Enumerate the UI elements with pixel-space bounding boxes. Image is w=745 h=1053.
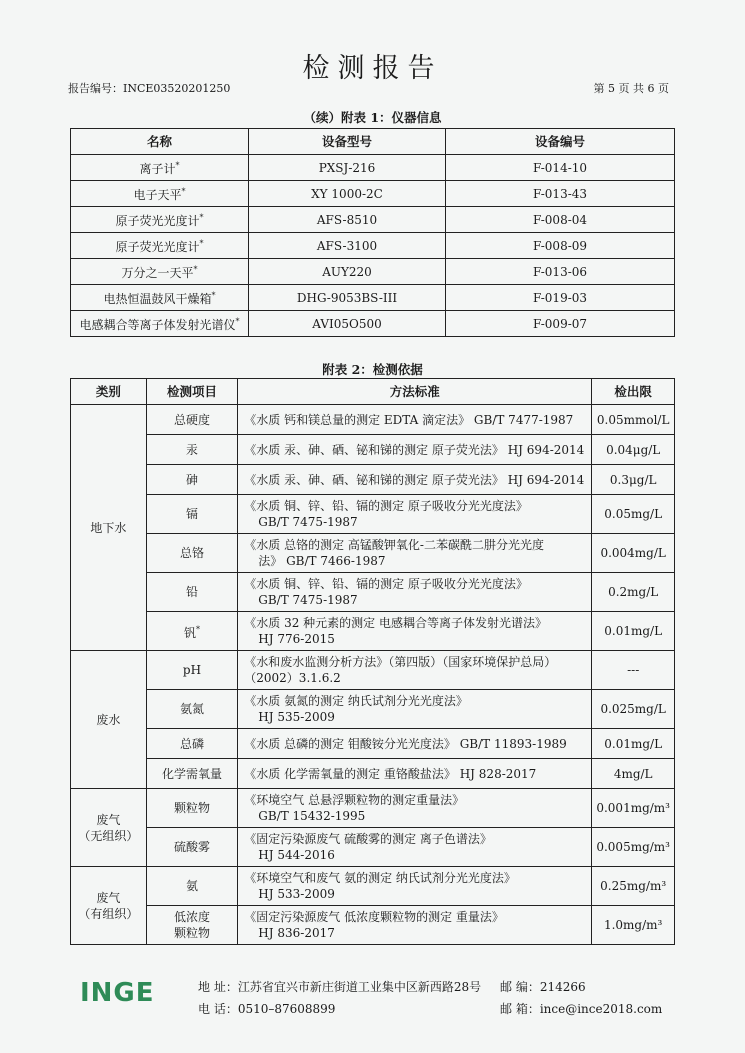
instrument-code: F-008-04 [446,207,675,233]
table-row [71,495,675,534]
method-cell: 《水质 32 种元素的测定 电感耦合等离子体发射光谱法》 HJ 776-2015 [238,612,592,651]
table-row [71,259,675,285]
table-row [71,789,675,828]
item-cell: 颗粒物 [146,789,238,828]
method-cell: 《固定污染源废气 硫酸雾的测定 离子色谱法》 HJ 544-2016 [238,828,592,867]
instrument-code: F-019-03 [446,285,675,311]
table-row [71,435,675,465]
instrument-model: AFS-8510 [249,207,446,233]
category-cell: 地下水 [71,405,147,651]
instrument-model: AFS-3100 [249,233,446,259]
limit-cell: --- [592,651,675,690]
footer-address: 地 址：江苏省宜兴市新庄街道工业集中区新西路28号 [198,980,482,994]
method-cell: 《水质 总铬的测定 高锰酸钾氧化-二苯碳酰二肼分光光度 法》 GB/T 7466-1987 [238,534,592,573]
instrument-code: F-009-07 [446,311,675,337]
column-header: 设备型号 [249,129,446,155]
limit-cell: 1.0mg/m³ [592,906,675,945]
table-row [71,233,675,259]
item-cell: 汞 [146,435,238,465]
page-footer [70,974,675,1024]
column-header: 类别 [71,379,147,405]
item-cell: 砷 [146,465,238,495]
category-cell: 废水 [71,651,147,789]
table-row [71,155,675,181]
limit-cell: 4mg/L [592,759,675,789]
instrument-model: DHG-9053BS-III [249,285,446,311]
limit-cell: 0.2mg/L [592,573,675,612]
instrument-name: 电子天平* [71,181,249,207]
instrument-model: XY 1000-2C [249,181,446,207]
instrument-model: PXSJ-216 [249,155,446,181]
instrument-model: AUY220 [249,259,446,285]
limit-cell: 0.3μg/L [592,465,675,495]
item-cell: 低浓度 颗粒物 [146,906,238,945]
method-cell: 《水质 氨氮的测定 纳氏试剂分光光度法》 HJ 535-2009 [238,690,592,729]
item-cell: 总硬度 [146,405,238,435]
table-row [71,729,675,759]
limit-cell: 0.025mg/L [592,690,675,729]
table-row [71,828,675,867]
table-header-row [71,379,675,405]
footer-email: 邮 箱：ince@ince2018.com [500,1002,663,1016]
footer-postcode: 邮 编：214266 [500,980,586,994]
table1-caption: （续）附表 1：仪器信息 [303,110,442,125]
item-cell: 总磷 [146,729,238,759]
table-row [71,906,675,945]
method-cell: 《固定污染源废气 低浓度颗粒物的测定 重量法》 HJ 836-2017 [238,906,592,945]
table-row [71,612,675,651]
instrument-code: F-013-06 [446,259,675,285]
limit-cell: 0.004mg/L [592,534,675,573]
instrument-model: AVI05O500 [249,311,446,337]
table2-caption: 附表 2：检测依据 [322,362,423,377]
instrument-name: 离子计* [71,155,249,181]
instrument-table [70,128,675,337]
limit-cell: 0.005mg/m³ [592,828,675,867]
footer-phone: 电 话：0510–87608899 [198,1002,336,1016]
instrument-code: F-014-10 [446,155,675,181]
item-cell: 氨 [146,867,238,906]
limit-cell: 0.25mg/m³ [592,867,675,906]
table-row [71,651,675,690]
limit-cell: 0.01mg/L [592,729,675,759]
table-row [71,759,675,789]
item-cell: 钒* [146,612,238,651]
instrument-name: 原子荧光光度计* [71,207,249,233]
limit-cell: 0.05mg/L [592,495,675,534]
table-row [71,534,675,573]
limit-cell: 0.04μg/L [592,435,675,465]
table-row [71,181,675,207]
table-header-row [71,129,675,155]
instrument-name: 电热恒温鼓风干燥箱* [71,285,249,311]
instrument-name: 电感耦合等离子体发射光谱仪* [71,311,249,337]
table-row [71,465,675,495]
method-cell: 《水质 钙和镁总量的测定 EDTA 滴定法》 GB/T 7477-1987 [238,405,592,435]
method-cell: 《水质 铜、锌、铅、镉的测定 原子吸收分光光度法》 GB/T 7475-1987 [238,573,592,612]
item-cell: 总铬 [146,534,238,573]
instrument-name: 万分之一天平* [71,259,249,285]
column-header: 检出限 [592,379,675,405]
table-row [71,690,675,729]
limit-cell: 0.05mmol/L [592,405,675,435]
table-row [71,405,675,435]
method-cell: 《水质 铜、锌、铅、镉的测定 原子吸收分光光度法》 GB/T 7475-1987 [238,495,592,534]
column-header: 方法标准 [238,379,592,405]
instrument-code: F-013-43 [446,181,675,207]
company-logo: INGE [80,978,155,1008]
report-number: 报告编号：INCE03520201250 [68,82,231,95]
item-cell: 硫酸雾 [146,828,238,867]
method-table [70,378,675,945]
method-cell: 《水和废水监测分析方法》（第四版）（国家环境保护总局） （2002）3.1.6.2 [238,651,592,690]
page-title: 检测报告 [302,53,443,84]
category-cell: 废气 （无组织） [71,789,147,867]
method-cell: 《水质 总磷的测定 钼酸铵分光光度法》 GB/T 11893-1989 [238,729,592,759]
item-cell: 铅 [146,573,238,612]
item-cell: 氨氮 [146,690,238,729]
limit-cell: 0.01mg/L [592,612,675,651]
table-row [71,207,675,233]
instrument-name: 原子荧光光度计* [71,233,249,259]
column-header: 名称 [71,129,249,155]
column-header: 检测项目 [146,379,238,405]
method-cell: 《水质 汞、砷、硒、铋和锑的测定 原子荧光法》 HJ 694-2014 [238,465,592,495]
table-row [71,311,675,337]
table-row [71,573,675,612]
item-cell: pH [146,651,238,690]
method-cell: 《环境空气 总悬浮颗粒物的测定重量法》 GB/T 15432-1995 [238,789,592,828]
table-row [71,867,675,906]
item-cell: 镉 [146,495,238,534]
limit-cell: 0.001mg/m³ [592,789,675,828]
item-cell: 化学需氧量 [146,759,238,789]
page-number: 第 5 页 共 6 页 [593,82,669,95]
method-cell: 《水质 化学需氧量的测定 重铬酸盐法》 HJ 828-2017 [238,759,592,789]
instrument-code: F-008-09 [446,233,675,259]
category-cell: 废气 （有组织） [71,867,147,945]
method-cell: 《环境空气和废气 氨的测定 纳氏试剂分光光度法》 HJ 533-2009 [238,867,592,906]
method-cell: 《水质 汞、砷、硒、铋和锑的测定 原子荧光法》 HJ 694-2014 [238,435,592,465]
table-row [71,285,675,311]
column-header: 设备编号 [446,129,675,155]
